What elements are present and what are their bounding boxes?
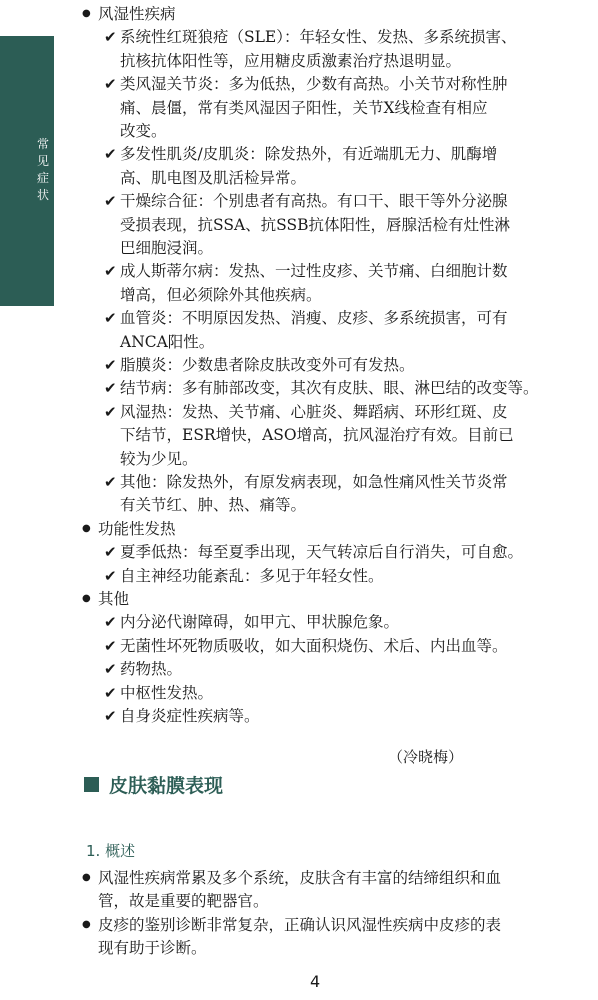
checkmark-icon: ✔ bbox=[104, 707, 117, 725]
line-text: 多发性肌炎/皮肌炎：除发热外，有近端肌无力、肌酶增 bbox=[120, 145, 498, 164]
line-text: 较为少见。 bbox=[120, 449, 198, 468]
line-text: 现有助于诊断。 bbox=[98, 939, 207, 958]
line-text: 自主神经功能紊乱：多见于年轻女性。 bbox=[120, 566, 384, 585]
checkmark-icon: ✔ bbox=[104, 309, 117, 328]
checkmark-icon: ✔ bbox=[104, 473, 117, 491]
line-text: 功能性发热 bbox=[98, 519, 176, 538]
section-heading-text: 皮肤黏膜表现 bbox=[109, 774, 224, 797]
line-text: 巴细胞浸润。 bbox=[120, 239, 214, 257]
line-text: 皮疹的鉴别诊断非常复杂，正确认识风湿性疾病中皮疹的表 bbox=[98, 915, 502, 934]
checkmark-icon: ✔ bbox=[104, 402, 117, 421]
line-text: 类风湿关节炎：多为低热，少数有高热。小关节对称性肿 bbox=[120, 75, 508, 94]
line-text: 脂膜炎：少数患者除皮肤改变外可有发热。 bbox=[120, 356, 415, 374]
heading-square-icon bbox=[84, 777, 99, 792]
checkmark-icon: ✔ bbox=[104, 543, 117, 562]
checkmark-icon: ✔ bbox=[104, 683, 117, 702]
line-text: 抗核抗体阳性等，应用糖皮质激素治疗热退明显。 bbox=[120, 51, 462, 70]
line-text: ANCA阳性。 bbox=[120, 332, 215, 351]
checkmark-icon: ✔ bbox=[104, 356, 117, 374]
line-text: 干燥综合征：个别患者有高热。有口干、眼干等外分泌腺 bbox=[120, 192, 508, 211]
author: （冷晓梅） bbox=[388, 748, 464, 766]
line-text: 高、肌电图及肌活检异常。 bbox=[120, 168, 307, 187]
checkmark-icon: ✔ bbox=[104, 145, 117, 164]
line-text: 无菌性坏死物质吸收，如大面积烧伤、术后、内出血等。 bbox=[120, 636, 508, 655]
line-text: 系统性红斑狼疮（SLE）：年轻女性、发热、多系统损害、 bbox=[120, 28, 517, 47]
checkmark-icon: ✔ bbox=[104, 379, 117, 398]
line-text: 中枢性发热。 bbox=[120, 683, 214, 702]
line-text: 痛、晨僵，常有类风湿因子阳性，关节X线检查有相应 bbox=[120, 98, 488, 117]
section-heading bbox=[84, 770, 223, 798]
line-text: 下结节，ESR增快，ASO增高，抗风湿治疗有效。目前已 bbox=[120, 426, 514, 445]
checkmark-icon: ✔ bbox=[104, 262, 117, 281]
checkmark-icon: ✔ bbox=[104, 613, 117, 632]
line-text: 风湿热：发热、关节痛、心脏炎、舞蹈病、环形红斑、皮 bbox=[120, 402, 508, 421]
checkmark-icon: ✔ bbox=[104, 566, 117, 585]
line-text: 有关节红、肿、热、痛等。 bbox=[120, 496, 307, 515]
checkmark-icon: ✔ bbox=[104, 75, 117, 94]
line-text: 内分泌代谢障碍，如甲亢、甲状腺危象。 bbox=[120, 613, 400, 632]
line-text: 其他 bbox=[98, 590, 130, 608]
line-text: 血管炎：不明原因发热、消瘦、皮疹、多系统损害，可有 bbox=[120, 309, 508, 328]
line-text: 增高，但必须除外其他疾病。 bbox=[120, 285, 322, 304]
line-text: 改变。 bbox=[120, 122, 167, 140]
side-tab-text: 常见症状 bbox=[36, 137, 49, 202]
checkmark-icon: ✔ bbox=[104, 660, 117, 679]
line-text: 结节病：多有肺部改变，其次有皮肤、眼、淋巴结的改变等。 bbox=[120, 379, 539, 398]
line-text: 管，故是重要的靶器官。 bbox=[98, 892, 269, 911]
line-text: 受损表现，抗SSA、抗SSB抗体阳性，唇腺活检有灶性淋 bbox=[120, 215, 511, 234]
line-text: 其他：除发热外，有原发病表现，如急性痛风性关节炎常 bbox=[120, 473, 508, 491]
checkmark-icon: ✔ bbox=[104, 28, 117, 47]
checkmark-icon: ✔ bbox=[104, 636, 117, 655]
line-text: 风湿性疾病常累及多个系统，皮肤含有丰富的结缔组织和血 bbox=[98, 869, 502, 887]
line-text: 药物热。 bbox=[120, 660, 183, 679]
page-number: 4 bbox=[310, 972, 321, 991]
subheading: 1. 概述 bbox=[86, 842, 136, 860]
line-text: 自身炎症性疾病等。 bbox=[120, 707, 260, 725]
line-text: 风湿性疾病 bbox=[98, 5, 176, 23]
line-text: 成人斯蒂尔病：发热、一过性皮疹、关节痛、白细胞计数 bbox=[120, 262, 508, 281]
checkmark-icon: ✔ bbox=[104, 192, 117, 211]
line-text: 夏季低热：每至夏季出现，天气转凉后自行消失，可自愈。 bbox=[120, 543, 524, 562]
